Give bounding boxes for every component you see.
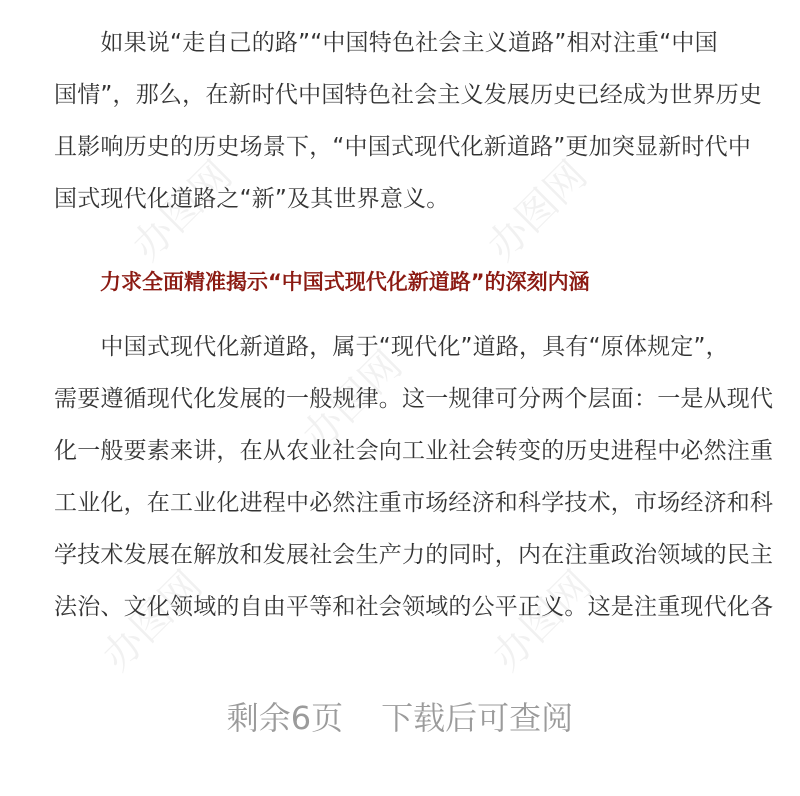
watermark: 办图网 [123, 152, 242, 270]
paragraph-line: 需要遵循现代化发展的一般规律。这一规律可分两个层面：一是从现代 [54, 386, 774, 412]
section-heading: 力求全面精准揭示“中国式现代化新道路”的深刻内涵 [100, 270, 590, 294]
remaining-pages-label: 剩余6页 [226, 699, 344, 737]
watermark: 办图网 [293, 342, 412, 460]
download-to-read-more-button[interactable] [0, 690, 800, 746]
watermark: 办图网 [483, 562, 602, 680]
paragraph-line: 中国式现代化新道路，属于“现代化”道路，具有“原体规定”， [54, 334, 729, 360]
watermark: 办图网 [93, 562, 212, 680]
paragraph-line: 化一般要素来讲，在从农业社会向工业社会转变的历史进程中必然注重 [54, 438, 774, 464]
paragraph-line: 且影响历史的历史场景下，“中国式现代化新道路”更加突显新时代中 [54, 134, 752, 160]
paragraph-line: 工业化，在工业化进程中必然注重市场经济和科学技术，市场经济和科 [54, 490, 774, 516]
paragraph-line: 国情”，那么，在新时代中国特色社会主义发展历史已经成为世界历史 [54, 82, 763, 108]
body-paragraph-1 [54, 17, 763, 225]
paragraph-line: 国式现代化道路之“新”及其世界意义。 [54, 186, 450, 212]
download-prompt-label: 下载后可查阅 [381, 699, 574, 737]
watermark: 办图网 [478, 152, 597, 270]
body-paragraph-2 [54, 321, 774, 633]
paragraph-line: 法治、文化领域的自由平等和社会领域的公平正义。这是注重现代化各 [54, 594, 774, 620]
paragraph-line: 学技术发展在解放和发展社会生产力的同时，内在注重政治领域的民主 [54, 542, 774, 568]
paragraph-line: 如果说“走自己的路”“中国特色社会主义道路”相对注重“中国 [54, 30, 718, 56]
